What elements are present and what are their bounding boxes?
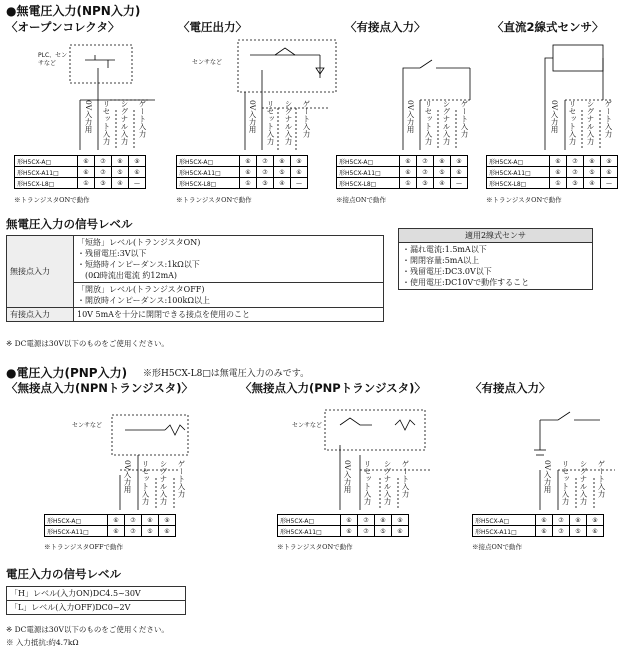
terminal-num: ⑥ <box>451 167 468 178</box>
terminal-num: ⑥ <box>392 526 409 537</box>
terminal-num: ⑨ <box>159 515 176 526</box>
terminal-num: ⑥ <box>400 156 417 167</box>
row-label: 形H5CX-A□ <box>177 156 240 167</box>
terminal-num: ⑤ <box>434 167 451 178</box>
terminal-num: ① <box>240 178 257 189</box>
row-label: 形H5CX-A□ <box>487 156 550 167</box>
terminal-num: ⑥ <box>129 167 146 178</box>
row-label: 形H5CX-L8□ <box>177 178 240 189</box>
terminal-num: ⑥ <box>536 526 553 537</box>
section2-note: ※形H5CX-L8□は無電圧入力のみです。 <box>143 369 310 379</box>
terminal-num: ⑤ <box>570 526 587 537</box>
short-line: ・短絡時インピーダンス:1kΩ以下 <box>77 260 200 269</box>
terminal-num: ⑦ <box>567 156 584 167</box>
terminal-num: ⑦ <box>257 167 274 178</box>
row-label: 形H5CX-L8□ <box>15 178 78 189</box>
label-signal-4: シグナル入力 <box>586 100 595 145</box>
l-level: 「L」レベル(入力OFF)DC0~2V <box>7 601 186 615</box>
short-line: (0Ω時流出電流 約12mA) <box>85 271 178 280</box>
terminal-table-3 <box>336 155 468 189</box>
terminal-num: ⑦ <box>417 167 434 178</box>
sub-open-collector: 〈オープンコレクタ〉 <box>6 20 120 34</box>
label-reset-7: リセット入力 <box>561 460 570 505</box>
terminal-num: ① <box>400 178 417 189</box>
row-label: 形H5CX-A□ <box>15 156 78 167</box>
label-signal-3: シグナル入力 <box>442 100 451 145</box>
sub2-contact: 〈有接点入力〉 <box>470 381 551 395</box>
section2-title: ●電圧入力(PNP入力) <box>6 366 128 380</box>
terminal-num: ⑧ <box>375 515 392 526</box>
terminal-num: ⑤ <box>142 526 159 537</box>
two-wire-line: ・漏れ電流:1.5mA以下 <box>402 245 487 254</box>
sub2-npn: 〈無接点入力(NPNトランジスタ)〉 <box>6 381 194 395</box>
label-0v-6: 0V入力用 <box>343 460 352 493</box>
note-1: ※トランジスタONで動作 <box>14 196 90 204</box>
note-2: ※トランジスタONで動作 <box>176 196 252 204</box>
terminal-table-6 <box>277 514 409 537</box>
terminal-num: — <box>601 178 618 189</box>
sensor-label: センサなど <box>192 59 223 66</box>
terminal-num: ⑤ <box>584 167 601 178</box>
two-wire-line: ・開閉容量:5mA以上 <box>402 256 480 265</box>
row-label: 形H5CX-A□ <box>278 515 341 526</box>
row-label: 形H5CX-A11□ <box>473 526 536 537</box>
terminal-num: ③ <box>417 178 434 189</box>
label-signal-5: シグナル入力 <box>159 460 168 505</box>
contact-label: 有接点入力 <box>7 308 74 322</box>
terminal-num: ⑥ <box>159 526 176 537</box>
terminal-num: ⑦ <box>553 515 570 526</box>
row-label: 形H5CX-A11□ <box>487 167 550 178</box>
terminal-table-5 <box>44 514 176 537</box>
terminal-num: ⑦ <box>417 156 434 167</box>
signal-level-1-title: 無電圧入力の信号レベル <box>6 217 133 231</box>
terminal-num: ⑥ <box>240 156 257 167</box>
terminal-num: ⑧ <box>584 156 601 167</box>
terminal-num: ⑨ <box>291 156 308 167</box>
terminal-num: ⑦ <box>358 526 375 537</box>
two-wire-line: ・使用電圧:DC10Vで動作すること <box>402 278 530 287</box>
terminal-num: — <box>451 178 468 189</box>
h-level: 「H」レベル(入力ON)DC4.5~30V <box>7 587 186 601</box>
sub-two-wire-sensor: 〈直流2線式センサ〉 <box>492 20 604 34</box>
label-reset-6: リセット入力 <box>363 460 372 505</box>
two-wire-box <box>398 228 593 290</box>
terminal-num: ⑥ <box>108 515 125 526</box>
note-5: ※トランジスタOFFで動作 <box>44 543 123 551</box>
terminal-num: ⑦ <box>257 156 274 167</box>
terminal-num: ⑥ <box>400 167 417 178</box>
label-0v-3: 0V入力用 <box>406 100 415 133</box>
terminal-num: ⑦ <box>358 515 375 526</box>
short-line: ・残留電圧:3V以下 <box>77 249 147 258</box>
noncontact-label: 無接点入力 <box>7 236 74 308</box>
label-0v-4: 0V入力用 <box>550 100 559 133</box>
row-label: 形H5CX-A11□ <box>177 167 240 178</box>
terminal-num: ⑥ <box>601 167 618 178</box>
two-wire-title: 適用2線式センサ <box>399 229 593 243</box>
label-signal-1: シグナル入力 <box>120 100 129 145</box>
section1-title: ●無電圧入力(NPN入力) <box>6 4 141 18</box>
terminal-num: ⑨ <box>601 156 618 167</box>
label-gate-1: ゲート入力 <box>138 100 147 138</box>
label-reset-5: リセット入力 <box>141 460 150 505</box>
terminal-num: ⑥ <box>536 515 553 526</box>
label-reset-1: リセット入力 <box>102 100 111 145</box>
terminal-num: ⑥ <box>550 156 567 167</box>
sub-contact-input: 〈有接点入力〉 <box>345 20 426 34</box>
terminal-num: ⑧ <box>274 156 291 167</box>
terminal-num: ⑥ <box>550 167 567 178</box>
row-label: 形H5CX-L8□ <box>337 178 400 189</box>
label-0v-5: 0V入力用 <box>123 460 132 493</box>
terminal-num: ⑥ <box>78 156 95 167</box>
label-gate-5: ゲート入力 <box>177 460 186 498</box>
label-signal-7: シグナル入力 <box>579 460 588 505</box>
row-label: 形H5CX-A11□ <box>15 167 78 178</box>
terminal-num: ① <box>550 178 567 189</box>
signal-note-3: ※ 入力抵抗:約4.7kΩ <box>6 638 79 647</box>
terminal-num: ④ <box>274 178 291 189</box>
plc-sensor-label: PLC、センサなど <box>38 52 68 67</box>
sub2-pnp: 〈無接点入力(PNPトランジスタ)〉 <box>240 381 426 395</box>
contact-value: 10V 5mAを十分に開閉できる接点を使用のこと <box>74 308 384 322</box>
label-gate-4: ゲート入力 <box>604 100 613 138</box>
row-label: 形H5CX-A11□ <box>45 526 108 537</box>
terminal-num: ⑦ <box>95 167 112 178</box>
note-3: ※接点ONで動作 <box>336 196 387 204</box>
label-0v-1: 0V入力用 <box>84 100 93 133</box>
terminal-table-7 <box>472 514 604 537</box>
terminal-num: ⑦ <box>125 515 142 526</box>
terminal-table-4 <box>486 155 618 189</box>
terminal-num: ① <box>78 178 95 189</box>
terminal-num: ⑨ <box>451 156 468 167</box>
signal-note-1: ※ DC電源は30V以下のものをご使用ください。 <box>6 339 169 348</box>
terminal-num: ⑦ <box>125 526 142 537</box>
label-0v-2: 0V入力用 <box>248 100 257 133</box>
signal-note-2: ※ DC電源は30V以下のものをご使用ください。 <box>6 625 169 634</box>
terminal-num: ⑨ <box>129 156 146 167</box>
label-reset-2: リセット入力 <box>266 100 275 145</box>
terminal-num: ③ <box>257 178 274 189</box>
terminal-num: ⑥ <box>108 526 125 537</box>
terminal-num: ⑨ <box>587 515 604 526</box>
terminal-num: — <box>129 178 146 189</box>
terminal-table-1 <box>14 155 146 189</box>
terminal-table-2 <box>176 155 308 189</box>
terminal-num: ③ <box>567 178 584 189</box>
note-4: ※トランジスタONで動作 <box>486 196 562 204</box>
open-line: ・開放時インピーダンス:100kΩ以上 <box>77 296 210 305</box>
row-label: 形H5CX-L8□ <box>487 178 550 189</box>
row-label: 形H5CX-A11□ <box>278 526 341 537</box>
terminal-num: ⑤ <box>112 167 129 178</box>
signal-level-table <box>6 235 384 322</box>
short-line: 「短絡」レベル(トランジスタON) <box>77 238 201 247</box>
terminal-num: — <box>291 178 308 189</box>
row-label: 形H5CX-A□ <box>473 515 536 526</box>
label-signal-2: シグナル入力 <box>284 100 293 145</box>
row-label: 形H5CX-A□ <box>337 156 400 167</box>
terminal-num: ③ <box>95 178 112 189</box>
terminal-num: ⑥ <box>78 167 95 178</box>
terminal-num: ⑥ <box>341 515 358 526</box>
label-gate-3: ゲート入力 <box>460 100 469 138</box>
terminal-num: ⑧ <box>570 515 587 526</box>
terminal-num: ⑦ <box>553 526 570 537</box>
terminal-num: ④ <box>584 178 601 189</box>
terminal-num: ⑤ <box>375 526 392 537</box>
terminal-num: ⑥ <box>587 526 604 537</box>
note-7: ※接点ONで動作 <box>472 543 523 551</box>
label-reset-4: リセット入力 <box>568 100 577 145</box>
label-0v-7: 0V入力用 <box>543 460 552 493</box>
terminal-num: ⑧ <box>434 156 451 167</box>
sensor-label-2a: センサなど <box>72 422 103 429</box>
terminal-num: ⑥ <box>240 167 257 178</box>
terminal-num: ⑧ <box>142 515 159 526</box>
terminal-num: ④ <box>112 178 129 189</box>
label-gate-7: ゲート入力 <box>597 460 606 498</box>
open-line: 「開放」レベル(トランジスタOFF) <box>77 285 205 294</box>
terminal-num: ⑦ <box>567 167 584 178</box>
voltage-level-table <box>6 586 186 615</box>
label-gate-6: ゲート入力 <box>401 460 410 498</box>
terminal-num: ⑨ <box>392 515 409 526</box>
terminal-num: ⑧ <box>112 156 129 167</box>
label-signal-6: シグナル入力 <box>383 460 392 505</box>
note-6: ※トランジスタONで動作 <box>277 543 353 551</box>
terminal-num: ④ <box>434 178 451 189</box>
terminal-num: ⑥ <box>341 526 358 537</box>
sub-voltage-output: 〈電圧出力〉 <box>178 20 247 34</box>
label-reset-3: リセット入力 <box>424 100 433 145</box>
row-label: 形H5CX-A□ <box>45 515 108 526</box>
terminal-num: ⑦ <box>95 156 112 167</box>
signal-level-2-title: 電圧入力の信号レベル <box>6 567 121 581</box>
label-gate-2: ゲート入力 <box>302 100 311 138</box>
two-wire-line: ・残留電圧:DC3.0V以下 <box>402 267 492 276</box>
terminal-num: ⑥ <box>291 167 308 178</box>
row-label: 形H5CX-A11□ <box>337 167 400 178</box>
terminal-num: ⑤ <box>274 167 291 178</box>
sensor-label-2b: センサなど <box>292 422 323 429</box>
